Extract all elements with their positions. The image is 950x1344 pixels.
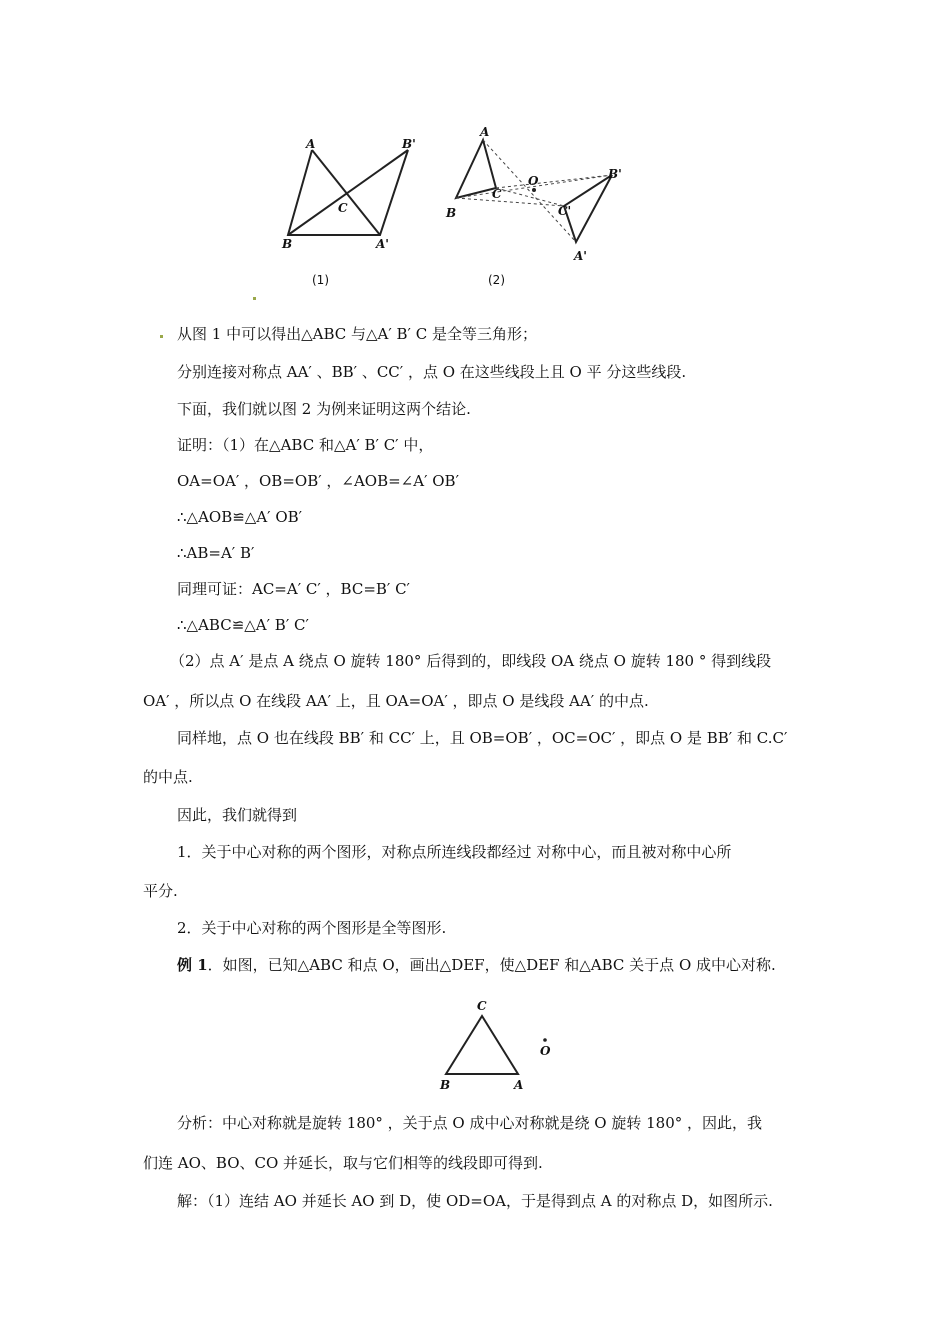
- text-line: 们连 AO、BO、CO 并延长，取与它们相等的线段即可得到.: [143, 1154, 543, 1172]
- example-text: ．如图，已知△ABC 和点 O，画出△DEF，使△DEF 和△ABC 关于点 O 成中心对称.: [207, 956, 776, 974]
- label-a: A: [480, 125, 490, 139]
- triangle-abc: [446, 1016, 518, 1074]
- text-line: 2．关于中心对称的两个图形是全等图形.: [177, 919, 447, 937]
- text-line: （2）点 A′ 是点 A 绕点 O 旋转 180° 后得到的，即线段 OA 绕点 O 旋转 180 ° 得到线段: [170, 652, 772, 670]
- text-line: OA′ ，所以点 O 在线段 AA′ 上，且 OA=OA′ ，即点 O 是线段 AA′ 的中点.: [143, 692, 649, 710]
- text-line: OA=OA′ ，OB=OB′ ，∠AOB=∠A′ OB′: [177, 472, 459, 490]
- decorative-dot: [253, 297, 256, 300]
- caption-figure-2: (2): [488, 273, 505, 287]
- text-line: 的中点.: [143, 768, 193, 786]
- label-c: C: [492, 187, 502, 201]
- decorative-dot: [160, 335, 163, 338]
- label-o: O: [528, 174, 539, 188]
- label-b-prime: B': [608, 167, 622, 181]
- label-b: B: [446, 206, 457, 220]
- example-heading-line: [177, 956, 776, 974]
- text-line: 平分.: [143, 882, 178, 900]
- text-line: 分析：中心对称就是旋转 180° ，关于点 O 成中心对称就是绕 O 旋转 180° ，因此，我: [177, 1114, 763, 1132]
- figure-1: [288, 150, 408, 235]
- text-line: 同样地，点 O 也在线段 BB′ 和 CC′ 上，且 OB=OB′ ，OC=OC′ ，即点 O 是 BB′ 和 C.C′: [177, 729, 788, 747]
- text-line: 同理可证：AC=A′ C′ ，BC=B′ C′: [177, 580, 410, 598]
- label-b: B: [282, 237, 293, 251]
- text-line: 1．关于中心对称的两个图形，对称点所连线段都经过 对称中心，而且被对称中心所: [177, 843, 732, 861]
- text-line: 解：（1）连结 AO 并延长 AO 到 D，使 OD=OA，于是得到点 A 的对称点 D，如图所示.: [177, 1192, 773, 1210]
- label-a-prime: A': [376, 237, 389, 251]
- point-o: [543, 1038, 547, 1042]
- text-line: ∴AB=A′ B′: [177, 544, 255, 562]
- text-line: ∴△AOB≌△A′ OB′: [177, 508, 303, 526]
- caption-figure-1: (1): [312, 273, 329, 287]
- text-line: 因此，我们就得到: [177, 806, 298, 824]
- text-line: 证明：（1）在△ABC 和△A′ B′ C′ 中，: [177, 436, 434, 454]
- label-b-prime: B': [402, 137, 416, 151]
- text-line: 从图 1 中可以得出△ABC 与△A′ B′ C 是全等三角形；: [177, 325, 537, 343]
- label-c: C: [477, 999, 487, 1013]
- label-c-prime: C': [558, 204, 572, 218]
- label-c: C: [338, 201, 348, 215]
- label-o: O: [540, 1044, 551, 1058]
- text-line: ∴△ABC≌△A′ B′ C′: [177, 616, 309, 634]
- text-line: 分别连接对称点 AA′ 、BB′ 、CC′ ，点 O 在这些线段上且 O 平 分这些线段.: [177, 363, 687, 381]
- figure-top: [270, 120, 650, 270]
- text-line: 下面，我们就以图 2 为例来证明这两个结论.: [177, 400, 471, 418]
- label-b: B: [440, 1078, 451, 1092]
- figure-example: [430, 992, 570, 1097]
- figure-2: [456, 140, 612, 242]
- label-a-prime: A': [574, 249, 587, 263]
- label-a: A: [306, 137, 316, 151]
- label-a: A: [514, 1078, 524, 1092]
- example-label: 例 1: [177, 956, 208, 974]
